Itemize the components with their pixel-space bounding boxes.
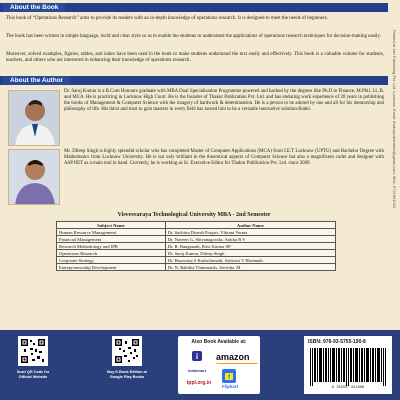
qr-icon	[20, 338, 46, 364]
svg-text:i: i	[195, 352, 199, 361]
table-header-subject: Subject Name	[57, 222, 166, 229]
about-book-paragraph-1: This book of “Operations Research” aims to provide its readers with an in-depth knowledge of operations research. It is designed to meet the needs of beginners.	[6, 16, 328, 21]
printer-info-vertical: Printed at Jan Publishing Pvt. Ltd. Lucknow, Email: thakurpublication@gmail.com, Mob: 9721601020	[392, 30, 397, 209]
subjects-table	[56, 221, 336, 271]
store-amazon[interactable]: amazon	[216, 352, 250, 362]
author-bio-dileep-singh: Mr. Dileep Singh is highly splendid scholar who has completed Master of Computer Applications (MCA) from I.E.T Lucknow (UPTU) and Bachelor Degree with Mathematics from Lucknow University. He is not only brilliant in the theoretical aspects of Computer Science but also a magnificent coder and designer with ASP.NET as a main tool in hand. Currently, he is working as Sr. Executive Editor for Thakur Publication Pvt. Ltd. since 2009.	[64, 149, 384, 167]
indiamart-logo-icon	[183, 351, 211, 363]
table-cell-author: Dr. Basavaraj S Kudachimath, Ashwini V Hiremath	[165, 257, 335, 264]
table-header-row	[57, 222, 336, 229]
author-photo-saroj-kumar	[8, 90, 60, 146]
table-cell-subject: Corporate Strategy	[57, 257, 166, 264]
qr-caption-google-play-books: Buy E-Book Edition at Google Play Books	[107, 370, 147, 379]
barcode-icon	[308, 348, 388, 386]
store-tppl[interactable]: tppl.org.in	[186, 380, 212, 386]
store-flipkart[interactable]: Flipkart	[221, 384, 239, 389]
isbn-panel	[304, 336, 392, 394]
about-book-heading: About the Book	[3, 3, 65, 12]
flipkart-bag-icon	[222, 369, 236, 383]
table-cell-author: Dr. N. Babitha Thimmaiah, Jeevitha. M	[165, 264, 335, 271]
table-row	[57, 229, 336, 236]
table-row	[57, 243, 336, 250]
table-row	[57, 257, 336, 264]
table-cell-author: Dr. Saroj Kumar, Dileep Singh	[165, 250, 335, 257]
barcode-digits: 9 789357 551908	[331, 386, 365, 390]
table-cell-subject: Entrepreneurship Development	[57, 264, 166, 271]
about-author-band	[0, 76, 388, 85]
table-row	[57, 236, 336, 243]
table-header-author: Author Name	[165, 222, 335, 229]
stores-title: Also Book Available at:	[191, 339, 247, 345]
about-book-band	[0, 3, 388, 12]
qr-code-google-play-books[interactable]	[112, 336, 142, 366]
qr-icon	[114, 338, 140, 364]
amazon-smile-icon	[216, 362, 258, 364]
about-book-paragraph-2: The book has been written in simple language, lucid and clear style so as to enable the students to understand the applications of operations research techniques for decision-making easily.	[6, 34, 381, 39]
university-title: Visvesvaraya Technological University MBA - 2nd Semester	[117, 212, 271, 218]
table-cell-author: Dr. Sachitra Dinesh Poojari, Vikrant Verma	[165, 229, 335, 236]
store-indiamart[interactable]: i indiamart	[183, 350, 211, 373]
isbn-number: ISBN: 978-93-5755-190-8	[308, 339, 366, 345]
about-author-heading: About the Author	[3, 76, 70, 85]
table-cell-subject: Research Methodology and IPR	[57, 243, 166, 250]
table-row	[57, 264, 336, 271]
author-photo-dileep-singh	[8, 149, 60, 205]
table-cell-author: Dr. R. Ranganath, Ravi Kumar SP	[165, 243, 335, 250]
table-cell-subject: Operations Research	[57, 250, 166, 257]
svg-text:f: f	[228, 375, 230, 381]
about-book-paragraph-3: Moreover, solved examples, figures, tables, and index have been used in the book to make students understand the text easily and effectively. This book is a valuable volume for students, teachers, and others who are interested in enhancing their knowledge of operations research.	[6, 52, 384, 64]
qr-code-official-website[interactable]	[18, 336, 48, 366]
stores-panel	[178, 336, 260, 394]
table-cell-author: Dr. Naveen G, Shivanagowda, Anitha B S	[165, 236, 335, 243]
author-bio-saroj-kumar: Dr. Saroj Kumar is a B.Com Honours graduate with MBA Dual Specialisation Programme powered and backed by the degrees like Ph.D in Finance, M.Phil, LL.B. and MCA. He is practicing in Lucknow High Court. He is the founder of Thakur Publication Pvt. Ltd. and has enduring work experience of 20 years in publishing the books of Management & Computer Science with the imagery of hardwork & determination. He is a person to be adored by one and all for his mentorship and philosophy of life. His thirst and trust to gain masters in every field has turned him to be a versatile innovative solution-finder.	[64, 89, 384, 113]
table-row	[57, 250, 336, 257]
qr-caption-official-website: Scan QR Code for Official Website	[16, 370, 50, 379]
table-cell-subject: Financial Management	[57, 236, 166, 243]
table-cell-subject: Human Resource Management	[57, 229, 166, 236]
